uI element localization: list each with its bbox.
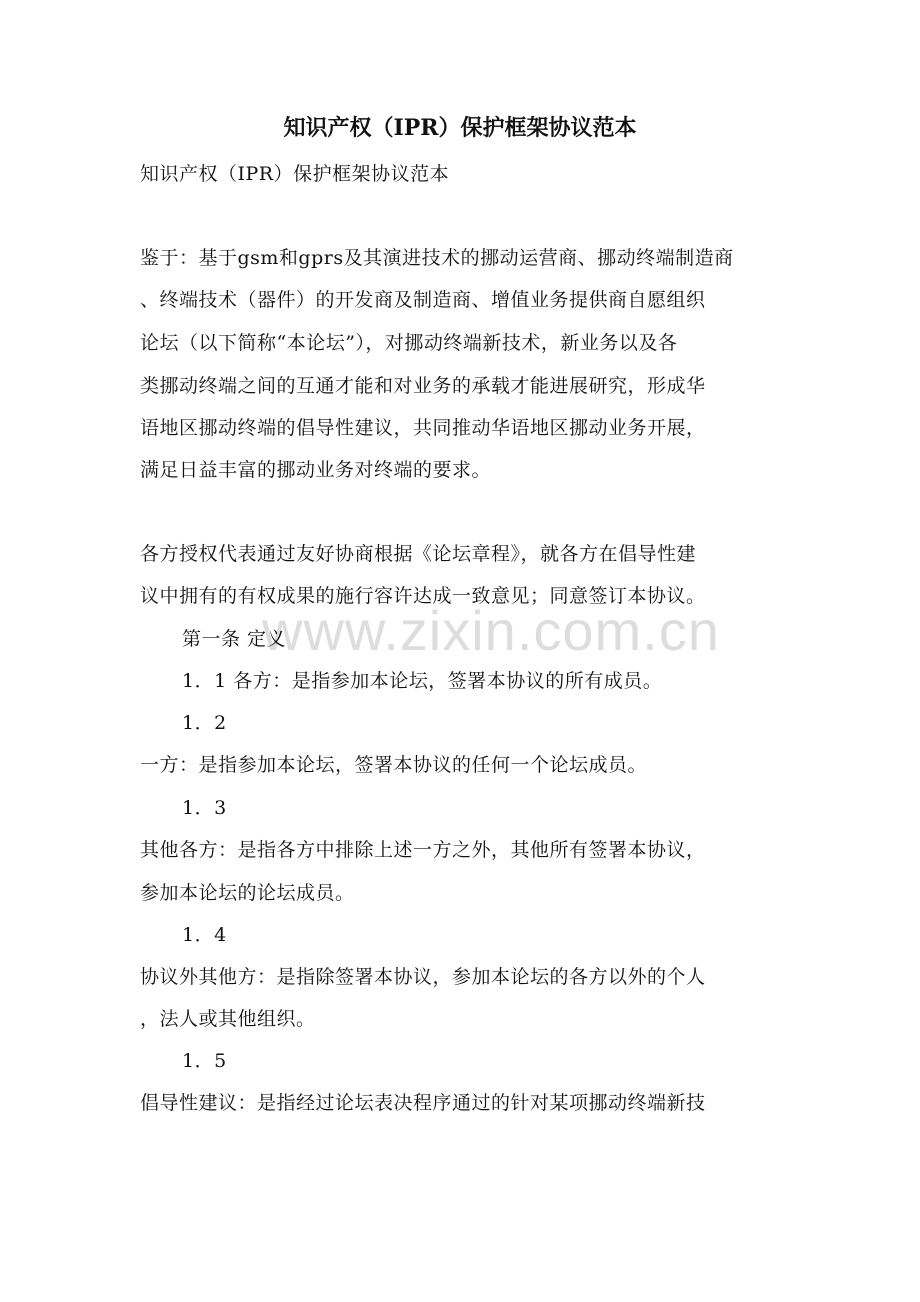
preamble-line: 论坛（以下简称“本论坛”），对挪动终端新技术，新业务以及各 — [140, 332, 678, 354]
watermark: www.zixin.com.cn — [262, 599, 720, 662]
clause-1-2-text: 一方：是指参加本论坛，签署本协议的任何一个论坛成员。 — [140, 754, 648, 776]
clause-1-5-text: 倡导性建议：是指经过论坛表决程序通过的针对某项挪动终端新技 — [140, 1092, 706, 1114]
clause-1-4-text: ，法人或其他组织。 — [140, 1008, 316, 1030]
preamble-line: 、终端技术（器件）的开发商及制造商、增值业务提供商自愿组织 — [140, 289, 706, 311]
preamble-line: 语地区挪动终端的倡导性建议，共同推动华语地区挪动业务开展， — [140, 417, 706, 439]
document-title: 知识产权（IPR）保护框架协议范本 — [283, 115, 637, 141]
agreement-line: 各方授权代表通过友好协商根据《论坛章程》，就各方在倡导性建 — [140, 543, 697, 565]
clause-1-3-text: 其他各方：是指各方中排除上述一方之外，其他所有签署本协议， — [140, 839, 706, 861]
agreement-line: 议中拥有的有权成果的施行容许达成一致意见；同意签订本协议。 — [140, 585, 706, 607]
clause-1-4-text: 协议外其他方：是指除签署本协议，参加本论坛的各方以外的个人 — [140, 966, 706, 988]
clause-1-4-number: 1．4 — [182, 924, 227, 946]
clause-1-1: 1．1 各方：是指参加本论坛，签署本协议的所有成员。 — [182, 670, 663, 692]
document-subtitle: 知识产权（IPR）保护框架协议范本 — [140, 163, 450, 185]
preamble-line: 鉴于：基于gsm和gprs及其演进技术的挪动运营商、挪动终端制造商 — [140, 247, 734, 269]
preamble-line: 类挪动终端之间的互通才能和对业务的承载才能进展研究，形成华 — [140, 375, 706, 397]
article-1-heading: 第一条 定义 — [182, 628, 287, 650]
clause-1-5-number: 1．5 — [182, 1050, 227, 1072]
clause-1-3-text: 参加本论坛的论坛成员。 — [140, 882, 355, 904]
preamble-line: 满足日益丰富的挪动业务对终端的要求。 — [140, 459, 492, 481]
clause-1-3-number: 1．3 — [182, 797, 227, 819]
clause-1-2-number: 1．2 — [182, 712, 227, 734]
